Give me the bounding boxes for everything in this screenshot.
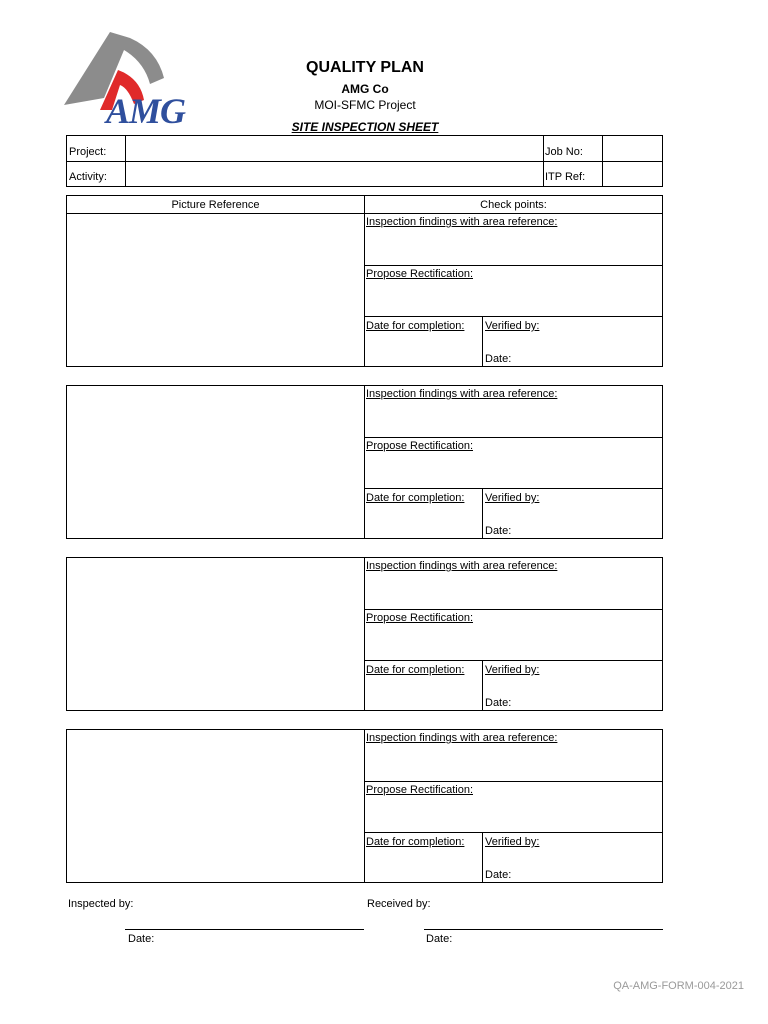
received-date-label: Date:	[426, 933, 453, 945]
logo-text: AMG	[106, 91, 186, 131]
rectification-label: Propose Rectification:	[366, 612, 473, 624]
project-name: MOI-SFMC Project	[314, 98, 416, 112]
inspected-date-label: Date:	[128, 933, 155, 945]
column-headers	[66, 195, 663, 214]
date-label: Date:	[485, 353, 512, 365]
verified-by-label: Verified by:	[485, 664, 540, 676]
verified-by-label: Verified by:	[485, 836, 540, 848]
findings-label: Inspection findings with area reference:	[366, 216, 558, 228]
inspection-block	[66, 557, 663, 711]
received-signature-line[interactable]	[424, 929, 663, 930]
date-label: Date:	[485, 869, 512, 881]
picture-area[interactable]	[67, 386, 364, 538]
company-logo	[62, 30, 212, 130]
rectification-label: Propose Rectification:	[366, 440, 473, 452]
verified-by-label: Verified by:	[485, 320, 540, 332]
rectification-label: Propose Rectification:	[366, 784, 473, 796]
inspected-by-label: Inspected by:	[68, 898, 134, 910]
picture-area[interactable]	[67, 730, 364, 882]
picture-area[interactable]	[67, 214, 364, 366]
itp-ref-label: ITP Ref:	[545, 171, 586, 183]
received-by-label: Received by:	[367, 898, 431, 910]
completion-date-label: Date for completion:	[366, 664, 465, 676]
picture-reference-header: Picture Reference	[171, 199, 260, 211]
sheet-title: SITE INSPECTION SHEET	[291, 120, 439, 134]
company-name: AMG Co	[341, 82, 389, 96]
completion-date-label: Date for completion:	[366, 320, 465, 332]
date-label: Date:	[485, 697, 512, 709]
completion-date-label: Date for completion:	[366, 492, 465, 504]
check-points-header: Check points:	[480, 199, 547, 211]
form-code: QA-AMG-FORM-004-2021	[613, 980, 744, 992]
inspection-block	[66, 213, 663, 367]
findings-label: Inspection findings with area reference:	[366, 388, 558, 400]
info-table	[66, 135, 663, 187]
rectification-label: Propose Rectification:	[366, 268, 473, 280]
findings-label: Inspection findings with area reference:	[366, 732, 558, 744]
findings-label: Inspection findings with area reference:	[366, 560, 558, 572]
job-no-label: Job No:	[545, 146, 583, 158]
verified-by-label: Verified by:	[485, 492, 540, 504]
picture-area[interactable]	[67, 558, 364, 710]
inspection-block	[66, 729, 663, 883]
project-label: Project:	[69, 146, 107, 158]
inspection-block	[66, 385, 663, 539]
completion-date-label: Date for completion:	[366, 836, 465, 848]
inspected-signature-line[interactable]	[125, 929, 364, 930]
page-title: QUALITY PLAN	[306, 59, 424, 76]
date-label: Date:	[485, 525, 512, 537]
activity-label: Activity:	[69, 171, 107, 183]
